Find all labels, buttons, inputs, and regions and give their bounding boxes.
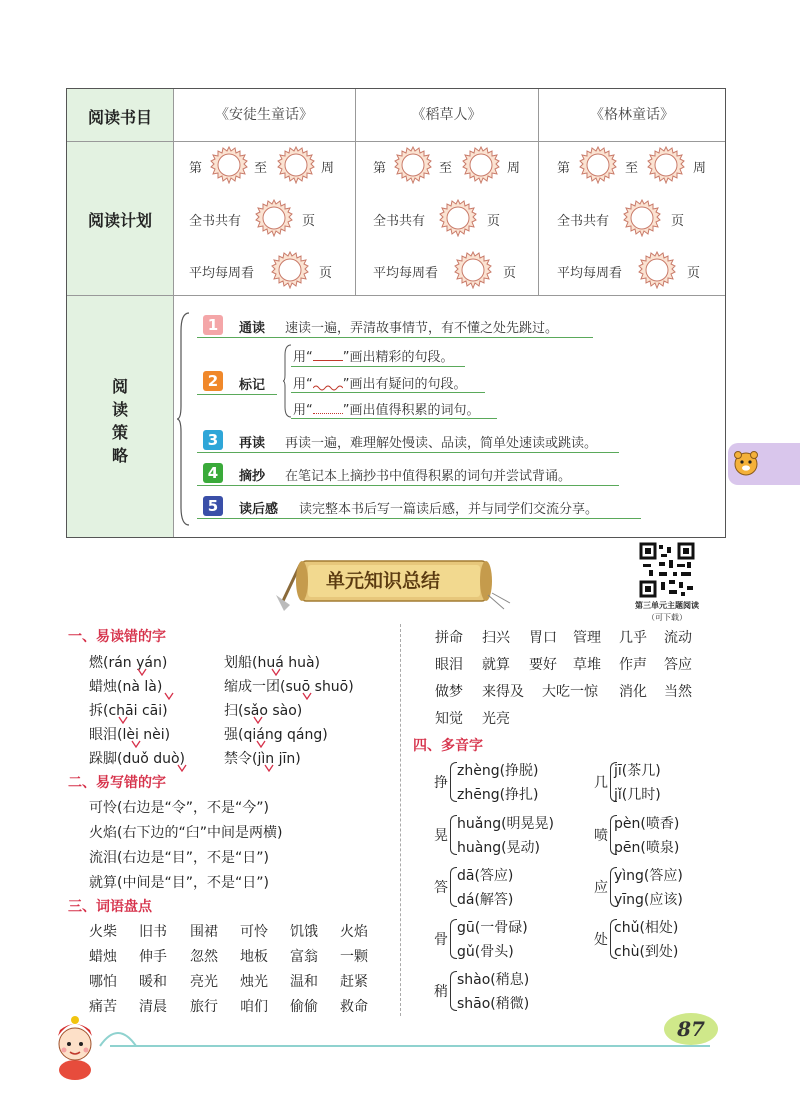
vocab-word: 偷偷 bbox=[290, 999, 318, 1015]
book-title: 《格林童话》 bbox=[590, 107, 674, 123]
sun-input-icon[interactable] bbox=[454, 251, 492, 289]
polyphone-char: 喷 bbox=[594, 828, 608, 844]
writing-item: 流泪(右边是“目”，不是“日”) bbox=[89, 850, 269, 866]
polyphone-reading: pēn(喷泉) bbox=[614, 840, 680, 856]
polyphone-reading: gǔ(骨头) bbox=[457, 944, 514, 960]
section-title: 一、易读错的字 bbox=[68, 629, 166, 645]
step-name: 摘抄 bbox=[239, 469, 266, 484]
mark-underline bbox=[291, 418, 497, 419]
curve-decoration bbox=[98, 1020, 138, 1050]
section-title: 二、易写错的字 bbox=[68, 775, 166, 791]
step-name: 标记 bbox=[239, 378, 266, 393]
polyphone-reading: jǐ(几时) bbox=[614, 787, 661, 803]
label-plan: 阅读计划 bbox=[87, 211, 152, 230]
polyphone-char: 晃 bbox=[434, 828, 448, 844]
vocab-word: 拼命 bbox=[435, 630, 463, 646]
polyphone-brace bbox=[450, 971, 457, 1011]
check-mark-icon bbox=[177, 764, 187, 772]
vocab-word: 胃口 bbox=[529, 630, 557, 646]
label-strategy bbox=[67, 375, 173, 467]
step-name: 再读 bbox=[239, 436, 266, 451]
polyphone-reading: zhèng(挣脱) bbox=[457, 763, 539, 779]
step-desc: 速读一遍，弄清故事情节，有不懂之处先跳过。 bbox=[285, 321, 559, 336]
sun-input-icon[interactable] bbox=[647, 146, 685, 184]
mark-prefix: 用“ bbox=[293, 377, 313, 392]
polyphone-reading: chù(到处) bbox=[614, 944, 679, 960]
step-number-icon: 5 bbox=[203, 496, 223, 516]
vocab-word: 答应 bbox=[664, 657, 692, 673]
polyphone-char: 挣 bbox=[434, 775, 448, 791]
polyphone-reading: jī(茶几) bbox=[614, 763, 661, 779]
writing-item: 就算(中间是“目”，不是“日”) bbox=[89, 875, 269, 891]
plan-text: 周 bbox=[321, 161, 335, 176]
sun-input-icon[interactable] bbox=[255, 199, 293, 237]
step-underline bbox=[197, 394, 277, 395]
reading-item: 眼泪(lèi nèi) bbox=[89, 727, 171, 743]
sun-input-icon[interactable] bbox=[439, 199, 477, 237]
vocab-word: 救命 bbox=[340, 999, 368, 1015]
plan-text: 全书共有 bbox=[189, 214, 242, 229]
writing-item: 火焰(右下边的“臼”中间是两横) bbox=[89, 825, 283, 841]
polyphone-reading: gū(一骨碌) bbox=[457, 920, 528, 936]
polyphone-char: 处 bbox=[594, 932, 608, 948]
wavy-line-mark bbox=[313, 379, 343, 391]
reading-item: 拆(chāi cāi) bbox=[89, 703, 168, 719]
table-label-column bbox=[67, 89, 174, 537]
polyphone-reading: shāo(稍微) bbox=[457, 996, 530, 1012]
strategy-char: 读 bbox=[111, 400, 128, 419]
mark-suffix: ”画出精彩的句段。 bbox=[342, 350, 454, 365]
reading-item: 扫(sǎo sào) bbox=[224, 703, 303, 719]
vocab-word: 眼泪 bbox=[435, 657, 463, 673]
sun-input-icon[interactable] bbox=[579, 146, 617, 184]
plan-text: 页 bbox=[302, 214, 316, 229]
step-desc: 再读一遍，难理解处慢读、品读，简单处速读或跳读。 bbox=[285, 436, 598, 451]
strategy-brace bbox=[177, 311, 191, 527]
plan-text: 全书共有 bbox=[373, 214, 426, 229]
sun-input-icon[interactable] bbox=[277, 146, 315, 184]
reading-item: 蜡烛(nà là) bbox=[89, 679, 163, 695]
side-tab[interactable] bbox=[728, 443, 800, 485]
step-underline bbox=[197, 518, 641, 519]
mascot-boy-icon bbox=[46, 1010, 104, 1082]
vocab-word: 草堆 bbox=[573, 657, 601, 673]
strategy-char: 策 bbox=[111, 423, 128, 442]
polyphone-reading: dā(答应) bbox=[457, 868, 514, 884]
step-desc: 在笔记本上摘抄书中值得积累的词句并尝试背诵。 bbox=[285, 469, 572, 484]
vocab-word: 赶紧 bbox=[340, 974, 368, 990]
vocab-word: 暖和 bbox=[139, 974, 167, 990]
strategy-char: 阅 bbox=[111, 377, 128, 396]
polyphone-reading: yīng(应该) bbox=[614, 892, 683, 908]
straight-line-mark bbox=[313, 350, 343, 361]
polyphone-reading: shào(稍息) bbox=[457, 972, 530, 988]
step-name: 通读 bbox=[239, 321, 266, 336]
sun-input-icon[interactable] bbox=[394, 146, 432, 184]
polyphone-char: 骨 bbox=[434, 932, 448, 948]
vocab-word: 旅行 bbox=[190, 999, 218, 1015]
mark-suffix: ”画出值得积累的词句。 bbox=[342, 403, 480, 418]
vocab-word: 咱们 bbox=[240, 999, 268, 1015]
vocab-word: 作声 bbox=[619, 657, 647, 673]
check-mark-icon bbox=[264, 764, 274, 772]
step-number-icon: 1 bbox=[203, 315, 223, 335]
check-mark-icon bbox=[256, 740, 266, 748]
qr-code-icon[interactable] bbox=[639, 542, 695, 598]
vocab-word: 温和 bbox=[290, 974, 318, 990]
vocab-word: 要好 bbox=[529, 657, 557, 673]
sun-input-icon[interactable] bbox=[638, 251, 676, 289]
vocab-word: 饥饿 bbox=[290, 924, 318, 940]
vocab-word: 忽然 bbox=[190, 949, 218, 965]
mark-brace bbox=[283, 343, 293, 419]
plan-text: 周 bbox=[693, 161, 707, 176]
mark-line bbox=[293, 346, 454, 365]
plan-text: 页 bbox=[687, 266, 701, 281]
polyphone-reading: yìng(答应) bbox=[614, 868, 683, 884]
vocab-word: 围裙 bbox=[190, 924, 218, 940]
polyphone-reading: huǎng(明晃晃) bbox=[457, 816, 555, 832]
section-title: 三、词语盘点 bbox=[68, 899, 152, 915]
vocab-word: 来得及 bbox=[482, 684, 524, 700]
vocab-word: 亮光 bbox=[190, 974, 218, 990]
reading-item: 跺脚(duǒ duò) bbox=[89, 751, 186, 767]
plan-text: 至 bbox=[439, 161, 453, 176]
vocab-word: 清晨 bbox=[139, 999, 167, 1015]
vocab-word: 一颗 bbox=[340, 949, 368, 965]
section-title: 四、多音字 bbox=[413, 738, 483, 754]
vocab-word: 富翁 bbox=[290, 949, 318, 965]
step-number-icon: 2 bbox=[203, 371, 223, 391]
polyphone-reading: chǔ(相处) bbox=[614, 920, 679, 936]
vocab-word: 痛苦 bbox=[89, 999, 117, 1015]
mark-suffix: ”画出有疑问的句段。 bbox=[342, 377, 467, 392]
polyphone-brace bbox=[450, 867, 457, 907]
vocab-word: 扫兴 bbox=[482, 630, 510, 646]
dotted-line-mark bbox=[313, 403, 343, 414]
vocab-word: 哪怕 bbox=[89, 974, 117, 990]
vocab-word: 火柴 bbox=[89, 924, 117, 940]
check-mark-icon bbox=[271, 668, 281, 676]
step-underline bbox=[197, 452, 619, 453]
step-underline bbox=[197, 485, 619, 486]
mark-line bbox=[293, 373, 467, 392]
polyphone-char: 稍 bbox=[434, 984, 448, 1000]
polyphone-char: 应 bbox=[594, 880, 608, 896]
qr-subcaption: （可下载） bbox=[647, 613, 687, 622]
vocab-word: 可怜 bbox=[240, 924, 268, 940]
banner-title: 单元知识总结 bbox=[325, 570, 440, 592]
check-mark-icon bbox=[118, 716, 128, 724]
check-mark-icon bbox=[253, 716, 263, 724]
vocab-word: 当然 bbox=[664, 684, 692, 700]
vocab-word: 火焰 bbox=[340, 924, 368, 940]
step-number-icon: 3 bbox=[203, 430, 223, 450]
mark-prefix: 用“ bbox=[293, 403, 313, 418]
vocab-word: 几乎 bbox=[619, 630, 647, 646]
vocab-word: 做梦 bbox=[435, 684, 463, 700]
page-number: 87 bbox=[664, 1013, 718, 1045]
mark-prefix: 用“ bbox=[293, 350, 313, 365]
vocab-word: 流动 bbox=[664, 630, 692, 646]
step-number-icon: 4 bbox=[203, 463, 223, 483]
vocab-word: 地板 bbox=[240, 949, 268, 965]
column-divider bbox=[400, 624, 402, 1016]
plan-text: 至 bbox=[254, 161, 268, 176]
plan-text: 平均每周看 bbox=[557, 266, 623, 281]
mark-line bbox=[293, 399, 480, 418]
plan-text: 页 bbox=[487, 214, 501, 229]
plan-text: 周 bbox=[507, 161, 521, 176]
sun-input-icon[interactable] bbox=[623, 199, 661, 237]
reading-item: 禁令(jìn jīn) bbox=[224, 751, 301, 767]
plan-text: 第 bbox=[189, 161, 203, 176]
plan-text: 页 bbox=[319, 266, 333, 281]
sun-input-icon[interactable] bbox=[462, 146, 500, 184]
strategy-char: 略 bbox=[111, 446, 128, 465]
polyphone-brace bbox=[450, 815, 457, 855]
plan-text: 全书共有 bbox=[557, 214, 610, 229]
step-underline bbox=[197, 337, 593, 338]
sun-input-icon[interactable] bbox=[210, 146, 248, 184]
check-mark-icon bbox=[137, 668, 147, 676]
check-mark-icon bbox=[164, 692, 174, 700]
plan-text: 平均每周看 bbox=[373, 266, 439, 281]
vocab-word: 光亮 bbox=[482, 711, 510, 727]
polyphone-brace bbox=[450, 762, 457, 802]
plan-text: 页 bbox=[503, 266, 517, 281]
polyphone-brace bbox=[450, 919, 457, 959]
reading-item: 划船(huá huà) bbox=[224, 655, 321, 671]
reading-plan-table bbox=[66, 88, 726, 538]
vocab-word: 就算 bbox=[482, 657, 510, 673]
sun-input-icon[interactable] bbox=[271, 251, 309, 289]
plan-text: 第 bbox=[373, 161, 387, 176]
reading-item: 燃(rán yán) bbox=[89, 655, 168, 671]
vocab-word: 管理 bbox=[573, 630, 601, 646]
row-divider bbox=[67, 295, 725, 296]
writing-item: 可怜(右边是“令”，不是“今”) bbox=[89, 800, 269, 816]
polyphone-reading: huàng(晃动) bbox=[457, 840, 541, 856]
vocab-word: 大吃一惊 bbox=[542, 684, 598, 700]
polyphone-reading: dá(解答) bbox=[457, 892, 514, 908]
vocab-word: 伸手 bbox=[139, 949, 167, 965]
reading-item: 强(qiáng qáng) bbox=[224, 727, 328, 743]
vocab-word: 旧书 bbox=[139, 924, 167, 940]
plan-text: 第 bbox=[557, 161, 571, 176]
polyphone-reading: pèn(喷香) bbox=[614, 816, 680, 832]
mark-underline bbox=[291, 392, 485, 393]
label-books: 阅读书目 bbox=[87, 108, 152, 127]
vocab-word: 消化 bbox=[619, 684, 647, 700]
polyphone-char: 几 bbox=[594, 775, 608, 791]
bottom-rule bbox=[110, 1045, 710, 1047]
polyphone-char: 答 bbox=[434, 880, 448, 896]
polyphone-reading: zhēng(挣扎) bbox=[457, 787, 539, 803]
plan-text: 至 bbox=[625, 161, 639, 176]
reading-item: 缩成一团(suō shuō) bbox=[224, 679, 354, 695]
check-mark-icon bbox=[131, 740, 141, 748]
check-mark-icon bbox=[302, 692, 312, 700]
book-title: 《安徒生童话》 bbox=[215, 107, 313, 123]
mark-underline bbox=[291, 366, 465, 367]
plan-text: 平均每周看 bbox=[189, 266, 255, 281]
step-desc: 读完整本书后写一篇读后感，并与同学们交流分享。 bbox=[299, 502, 599, 517]
plan-text: 页 bbox=[671, 214, 685, 229]
vocab-word: 知觉 bbox=[435, 711, 463, 727]
book-title: 《稻草人》 bbox=[411, 107, 482, 123]
tiger-face-icon bbox=[732, 449, 760, 477]
vocab-word: 烛光 bbox=[240, 974, 268, 990]
step-name: 读后感 bbox=[239, 502, 279, 517]
qr-caption: 第三单元主题阅读 bbox=[635, 601, 699, 610]
vocab-word: 蜡烛 bbox=[89, 949, 117, 965]
